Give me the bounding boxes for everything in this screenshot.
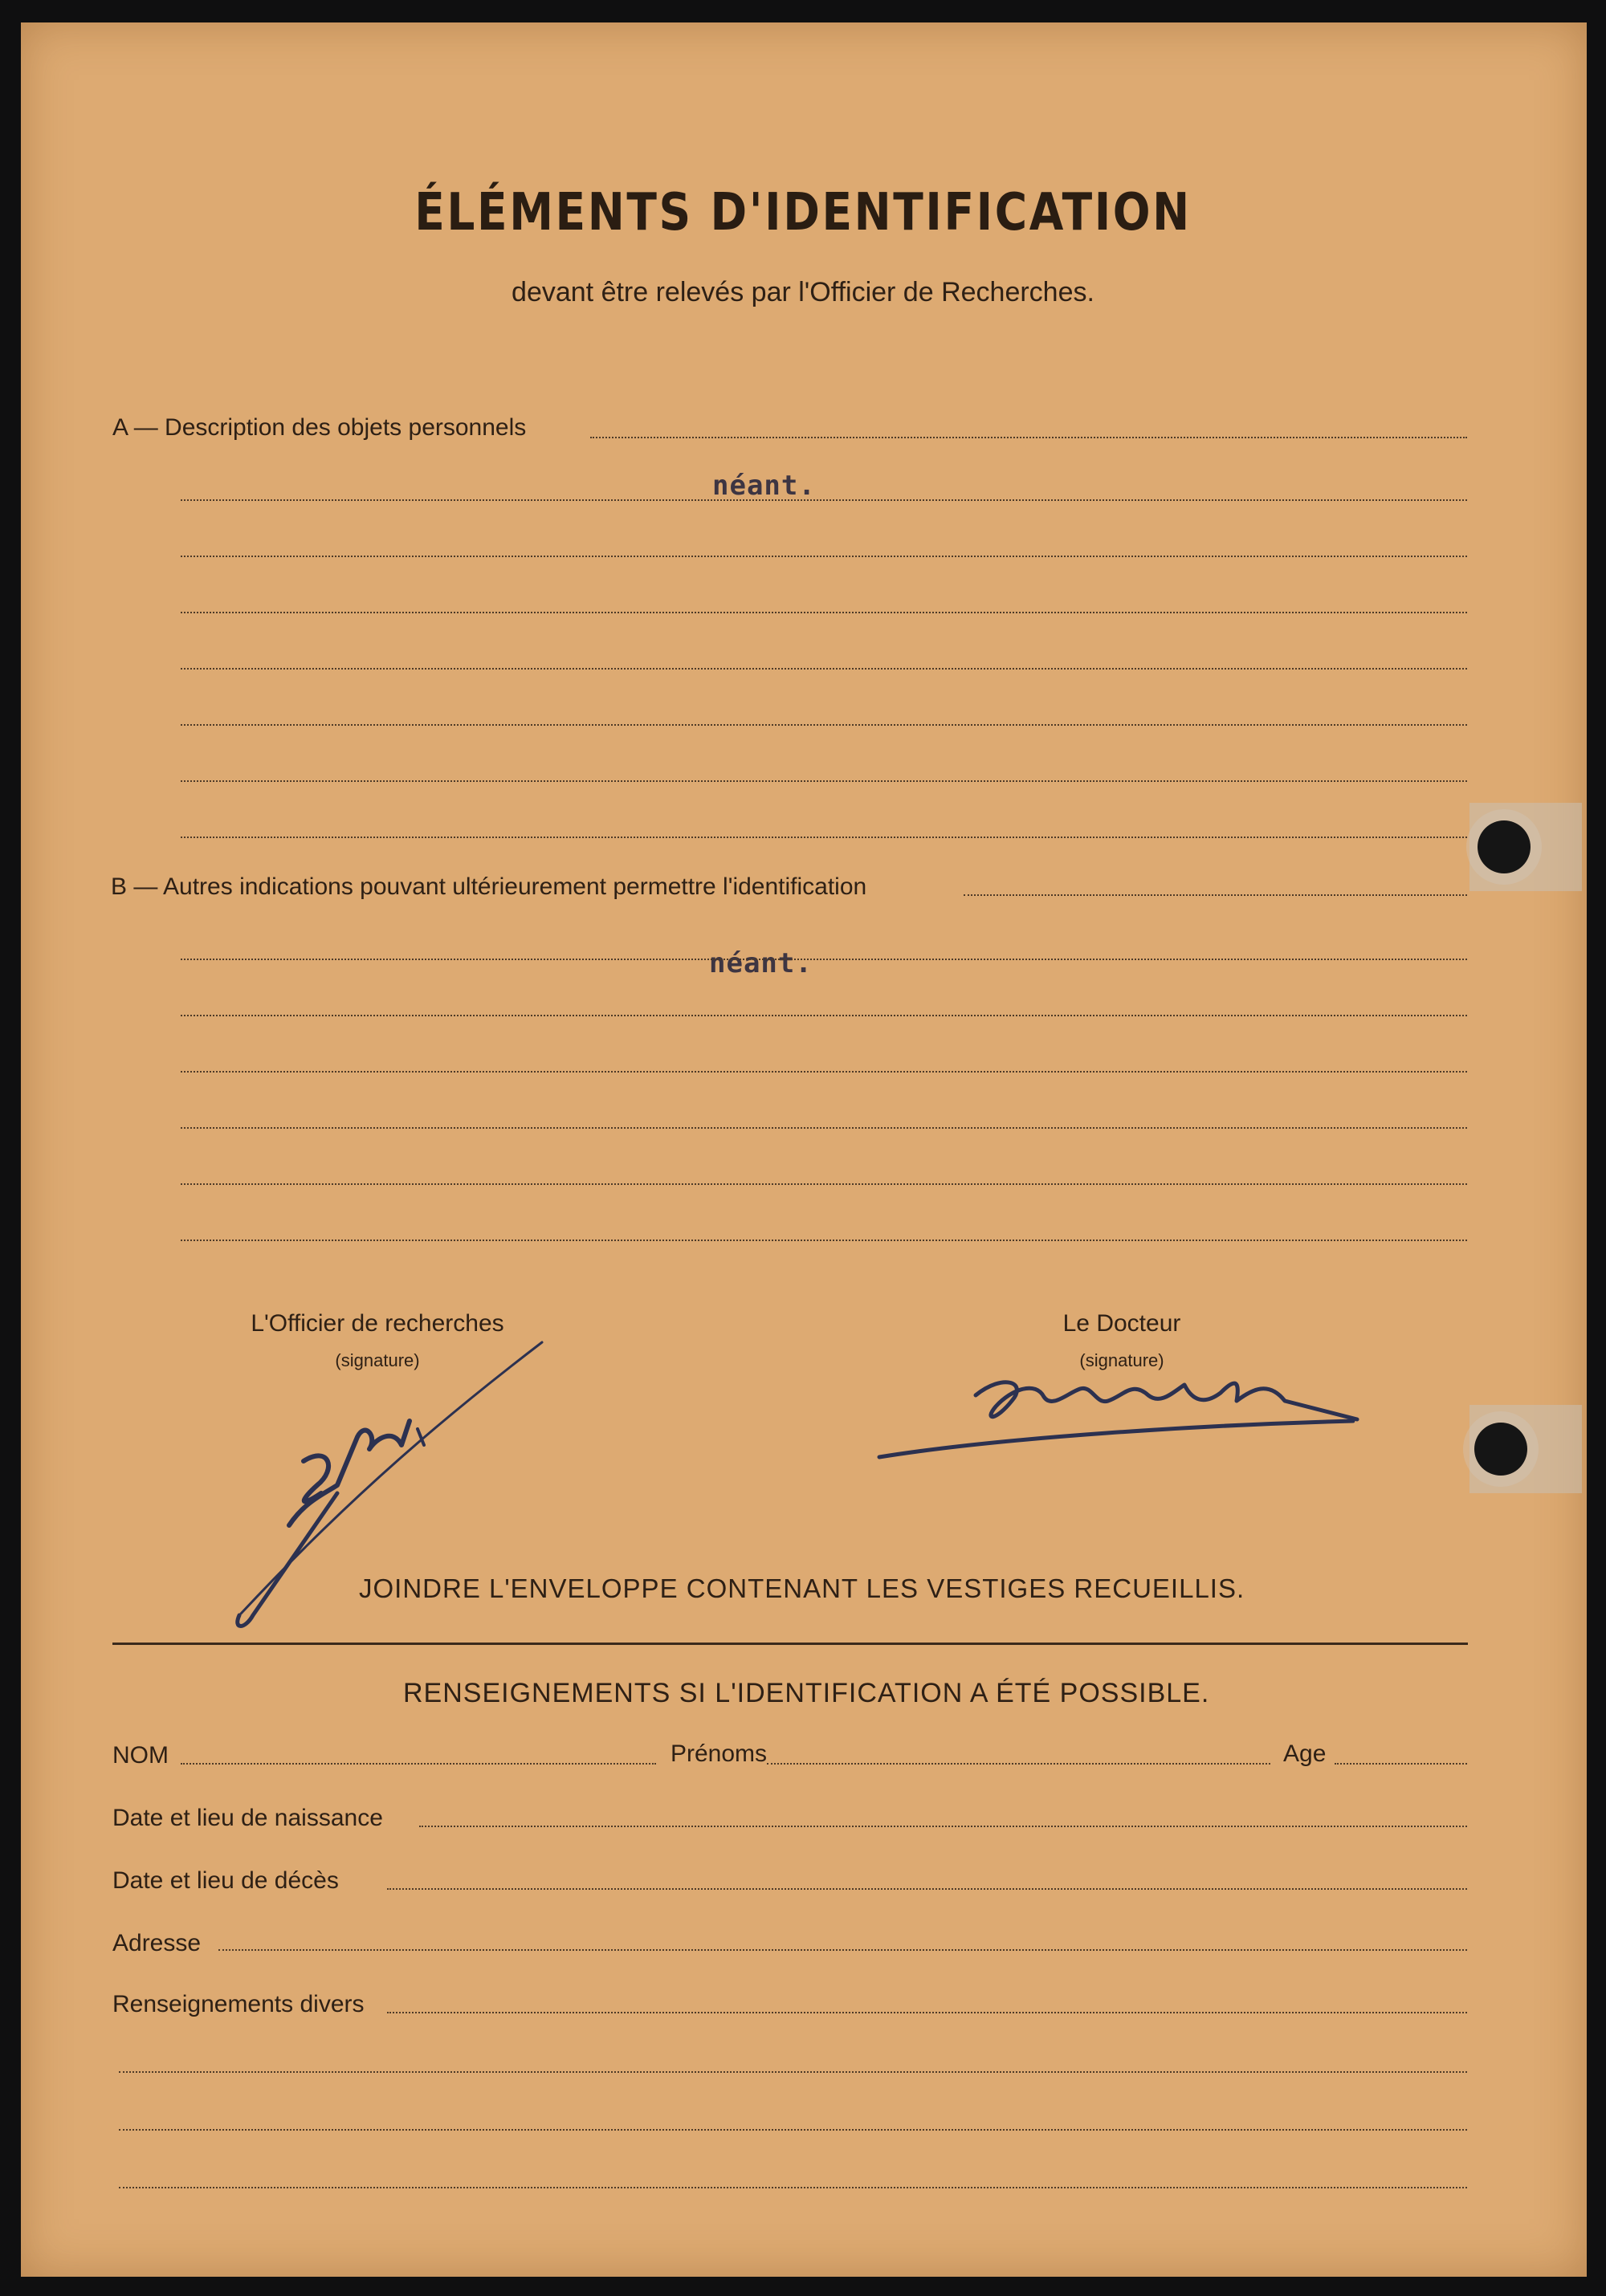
nom-line [181,1763,656,1765]
nom-label: NOM [112,1742,169,1769]
naissance-label: Date et lieu de naissance [112,1805,383,1831]
section-a-label: A — Description des objets personnels [112,414,527,441]
naissance-line [419,1826,1467,1827]
divers-line [119,2071,1467,2073]
envelope-notice: JOINDRE L'ENVELOPPE CONTENANT LES VESTIGES RECUEILLIS. [359,1573,1245,1603]
officer-signature-stroke [238,1493,337,1626]
officer-signature-caption: (signature) [335,1350,420,1370]
adresse-label: Adresse [112,1930,202,1956]
section-a-typed-value: néant. [712,470,816,502]
doctor-signature-stroke [976,1382,1357,1419]
form-title: ÉLÉMENTS D'IDENTIFICATION [414,183,1192,242]
age-label: Age [1283,1740,1327,1767]
section-b-typed-value: néant. [709,947,813,979]
age-line [1335,1763,1467,1765]
deces-label: Date et lieu de décès [112,1867,339,1894]
officer-signature-title: L'Officier de recherches [251,1310,504,1337]
officer-signature-stroke [289,1421,410,1525]
prenoms-line [767,1763,1270,1765]
identification-heading: RENSEIGNEMENTS SI L'IDENTIFICATION A ÉTÉ POSSIBLE. [403,1678,1210,1708]
adresse-line [218,1949,1467,1951]
doctor-signature-stroke [879,1421,1353,1457]
doctor-signature-title: Le Docteur [1062,1310,1181,1337]
divers-label: Renseignements divers [112,1991,365,2017]
form-subtitle: devant être relevés par l'Officier de Recherches. [512,277,1094,307]
section-b-label: B — Autres indications pouvant ultérieurement permettre l'identification [111,873,867,900]
doctor-signature-caption: (signature) [1079,1350,1164,1370]
divers-line [119,2129,1467,2131]
section-divider [112,1643,1468,1645]
deces-line [387,1888,1467,1890]
divers-line [119,2187,1467,2188]
prenoms-label: Prénoms [671,1740,768,1767]
divers-line [387,2012,1467,2013]
